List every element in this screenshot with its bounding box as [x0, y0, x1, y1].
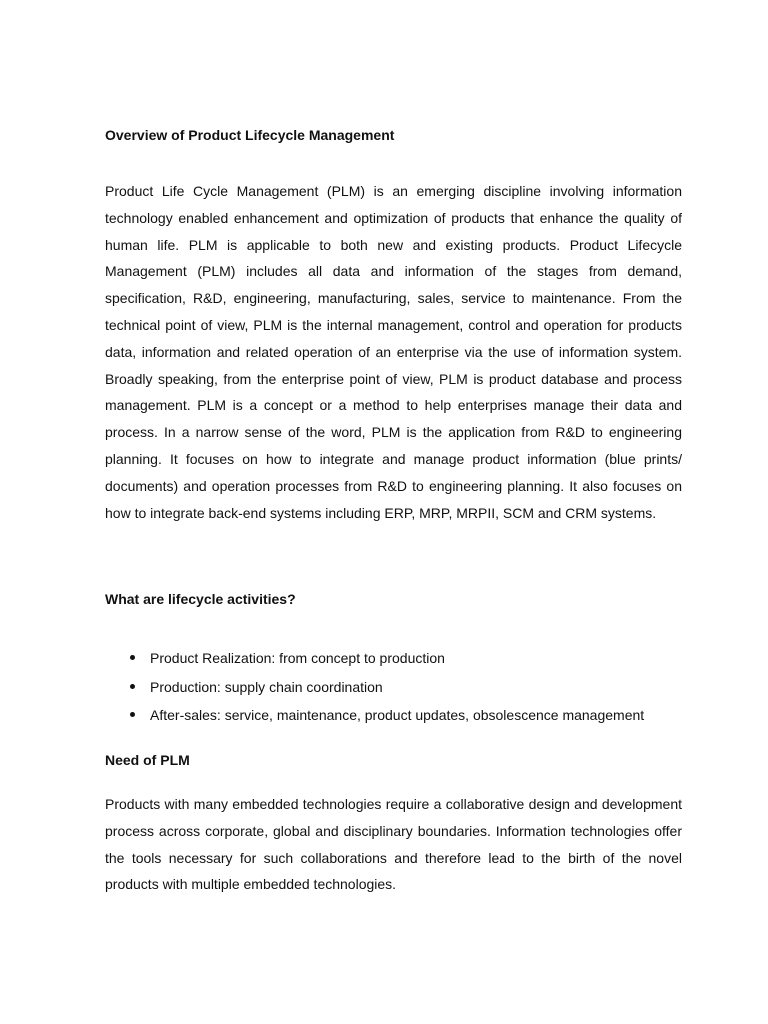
- paragraph-need-of-plm: Products with many embedded technologies require a collaborative design and development process across corporate, global and disciplinary boundaries. Information technologies offer the tools necessary for such collaborations and therefore lead to the birth of the novel products with multiple embedded technologies.: [105, 796, 682, 893]
- heading-need-of-plm: Need of PLM: [105, 752, 190, 768]
- list-item-text: Product Realization: from concept to production: [150, 650, 445, 666]
- heading-lifecycle-activities: What are lifecycle activities?: [105, 591, 296, 607]
- heading-overview: Overview of Product Lifecycle Management: [105, 127, 395, 143]
- bullet-icon: [130, 712, 135, 717]
- list-item: [105, 678, 644, 707]
- list-item: [105, 706, 644, 735]
- bullet-icon: [130, 684, 135, 689]
- list-item-text: After-sales: service, maintenance, product updates, obsolescence management: [150, 707, 645, 723]
- list-item-text: Production: supply chain coordination: [150, 678, 383, 695]
- activities-list: [105, 649, 644, 735]
- list-item: [105, 649, 644, 678]
- paragraph-overview: Product Life Cycle Management (PLM) is an emerging discipline involving information technology enabled enhancement and optimization of products that enhance the quality of human life. PLM is applicable to both new and existing products. Product Lifecycle Management (PLM) includes all data and information of the stages from demand, specification, R&D, engineering, manufacturing, sales, service to maintenance. From the technical point of view, PLM is the internal management, control and operation for products data, information and related operation of an enterprise via the use of information system. Broadly speaking, from the enterprise point of view, PLM is product database and process management. PLM is a concept or a method to help enterprises manage their data and process. In a narrow sense of the word, PLM is the application from R&D to engineering planning. It focuses on how to integrate and manage product information (blue prints/ documents) and operation processes from R&D to engineering planning. It also focuses on how to integrate back-end systems including ERP, MRP, MRPII, SCM and CRM systems.: [105, 183, 682, 521]
- bullet-icon: [130, 655, 135, 660]
